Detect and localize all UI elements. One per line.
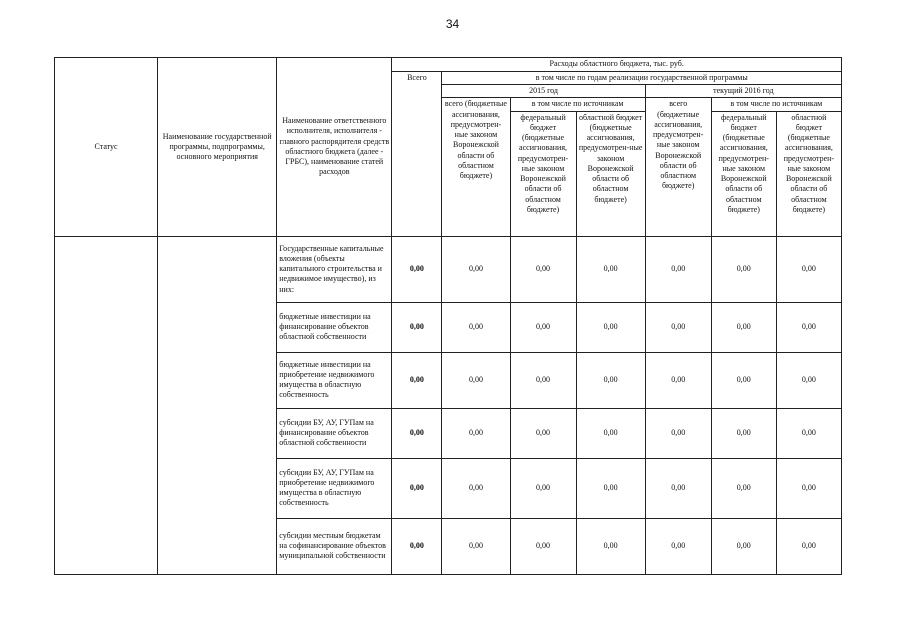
cell-value: 0,00 [442,302,510,352]
header-2016-federal: федеральный бюджет (бюджетные ассигнования, предусмотрен-ные законом Воронежской области об областном бюджете) [711,111,776,236]
cell-value: 0,00 [645,302,711,352]
row-name: Государственные капитальные вложения (объекты капитального строительства и недвижимое имущество), из них: [277,236,392,302]
row-name: субсидии местным бюджетам на софинансирование объектов муниципальной собственности [277,518,392,574]
cell-value: 0,00 [510,302,576,352]
total-value: 0,00 [392,518,442,574]
cell-value: 0,00 [576,236,645,302]
cell-value: 0,00 [776,458,841,518]
cell-value: 0,00 [442,236,510,302]
cell-value: 0,00 [776,518,841,574]
header-2015-regional: областной бюджет (бюджетные ассигнования, предусмотрен-ные законом Воронежской области об областном бюджете) [576,111,645,236]
cell-value: 0,00 [442,352,510,408]
header-2016-regional: областной бюджет (бюджетные ассигнования, предусмотрен-ные законом Воронежской области об областном бюджете) [776,111,841,236]
cell-value: 0,00 [576,352,645,408]
total-value: 0,00 [392,236,442,302]
cell-value: 0,00 [645,458,711,518]
cell-value: 0,00 [576,458,645,518]
cell-value: 0,00 [711,408,776,458]
header-2015-by-sources: в том числе по источникам [510,98,645,111]
program-cell [158,236,277,574]
total-value: 0,00 [392,302,442,352]
table-row [55,236,842,302]
row-name: бюджетные инвестиции на приобретение недвижимого имущества в областную собственность [277,352,392,408]
cell-value: 0,00 [510,236,576,302]
cell-value: 0,00 [510,518,576,574]
header-2016-by-sources: в том числе по источникам [711,98,841,111]
cell-value: 0,00 [576,302,645,352]
header-2015-federal: федеральный бюджет (бюджетные ассигнования, предусмотрен-ные законом Воронежской области об областном бюджете) [510,111,576,236]
cell-value: 0,00 [776,236,841,302]
header-2015-all: всего (бюджетные ассигнования, предусмотрен-ные законом Воронежской области об областном бюджете) [442,98,510,236]
cell-value: 0,00 [510,352,576,408]
header-year-2015: 2015 год [442,85,645,98]
cell-value: 0,00 [442,458,510,518]
cell-value: 0,00 [645,518,711,574]
header-total: Всего [392,72,442,237]
cell-value: 0,00 [442,408,510,458]
header-2016-all: всего (бюджетные ассигнования, предусмотрен-ные законом Воронежской области об областном бюджете) [645,98,711,236]
header-expenses: Расходы областного бюджета, тыс. руб. [392,58,842,72]
cell-value: 0,00 [576,408,645,458]
row-name: субсидии БУ, АУ, ГУПам на приобретение недвижимого имущества в областную собственность [277,458,392,518]
total-value: 0,00 [392,408,442,458]
row-name: бюджетные инвестиции на финансирование объектов областной собственности [277,302,392,352]
cell-value: 0,00 [645,408,711,458]
cell-value: 0,00 [645,352,711,408]
total-value: 0,00 [392,352,442,408]
cell-value: 0,00 [711,236,776,302]
header-responsible: Наименование ответственного исполнителя, исполнителя - главного распорядителя средств областного бюджета (далее - ГРБС), наименование статей расходов [277,58,392,237]
cell-value: 0,00 [776,352,841,408]
cell-value: 0,00 [510,408,576,458]
cell-value: 0,00 [776,408,841,458]
status-cell [55,236,158,574]
cell-value: 0,00 [510,458,576,518]
cell-value: 0,00 [711,352,776,408]
header-by-years: в том числе по годам реализации государственной программы [442,72,842,85]
cell-value: 0,00 [711,458,776,518]
cell-value: 0,00 [442,518,510,574]
cell-value: 0,00 [776,302,841,352]
budget-expenses-table [54,57,842,575]
cell-value: 0,00 [645,236,711,302]
header-status: Статус [55,58,158,237]
total-value: 0,00 [392,458,442,518]
header-program-name: Наименование государственной программы, подпрограммы, основного мероприятия [158,58,277,237]
cell-value: 0,00 [711,302,776,352]
row-name: субсидии БУ, АУ, ГУПам на финансирование объектов областной собственности [277,408,392,458]
cell-value: 0,00 [576,518,645,574]
cell-value: 0,00 [711,518,776,574]
page-number: 34 [445,17,460,31]
header-year-2016: текущий 2016 год [645,85,841,98]
